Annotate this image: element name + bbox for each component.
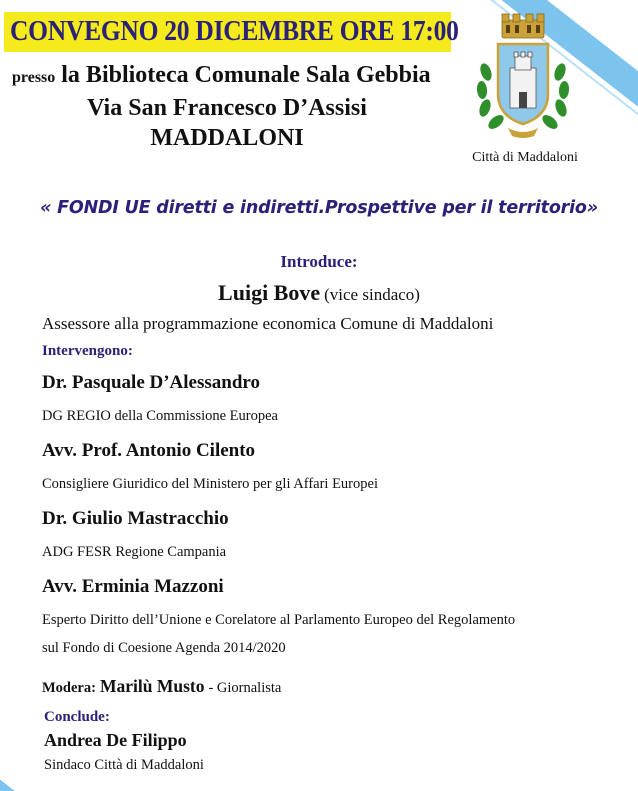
moderator-role: - Giornalista	[208, 680, 282, 696]
introducer-name: Luigi Bove	[218, 280, 321, 305]
venue-name: la Biblioteca Comunale Sala Gebbia	[61, 62, 431, 88]
speaker-role-line-1: Esperto Diritto dell’Unione e Corelatore al Parlamento Europeo del Regolamento	[42, 612, 516, 628]
speaker-name: Dr. Pasquale D’Alessandro	[42, 372, 260, 393]
speaker-role: Consigliere Giuridico del Ministero per gli Affari Europei	[42, 476, 378, 492]
conclude-label: Conclude:	[44, 709, 110, 725]
venue-city: MADDALONI	[150, 125, 304, 151]
speaker-role: ADG FESR Regione Campania	[42, 544, 227, 560]
venue-line-1	[12, 60, 442, 93]
speaker-role: DG REGIO della Commissione Europea	[42, 408, 278, 424]
city-crest-icon	[468, 12, 578, 142]
venue-prefix: presso	[12, 69, 56, 86]
speaker-name: Dr. Giulio Mastracchio	[42, 508, 229, 529]
interventions-label: Intervengono:	[42, 343, 133, 359]
venue-block	[12, 60, 442, 153]
introducer	[0, 280, 638, 306]
moderator	[42, 676, 281, 697]
crest-caption: Città di Maddaloni	[472, 150, 578, 165]
introducer-description: Assessore alla programmazione economica Comune di Maddaloni	[42, 314, 494, 333]
speaker-name: Avv. Prof. Antonio Cilento	[42, 440, 256, 461]
corner-ribbon-bottom-left	[0, 760, 38, 791]
conference-title: « FONDI UE diretti e indiretti.Prospettive per il territorio»	[40, 198, 598, 218]
concluder-name: Andrea De Filippo	[44, 730, 187, 750]
speaker-name: Avv. Erminia Mazzoni	[42, 576, 224, 597]
moderator-label: Modera:	[42, 680, 96, 696]
moderator-name: Marilù Musto	[99, 676, 205, 696]
speaker-role-line-2: sul Fondo di Coesione Agenda 2014/2020	[42, 640, 286, 656]
banner-text: CONVEGNO 20 DICEMBRE ORE 17:00	[10, 15, 459, 47]
introduce-label: Introduce:	[280, 252, 358, 271]
introducer-role: (vice sindaco)	[324, 285, 420, 304]
concluder-role: Sindaco Città di Maddaloni	[44, 757, 204, 773]
venue-address: Via San Francesco D’Assisi	[87, 95, 367, 121]
